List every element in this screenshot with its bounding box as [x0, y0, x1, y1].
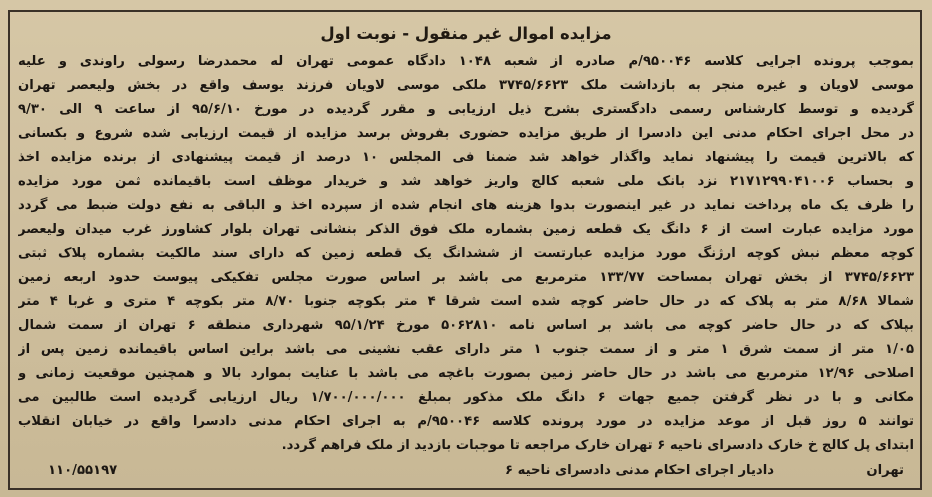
footer-code: ۱۱۰/۵۵۱۹۷	[48, 463, 118, 478]
notice-footer	[18, 458, 914, 484]
notice-line: توانند ۵ روز قبل از موعد مزایده در مورد پرونده کلاسه ۹۵۰۰۴۶/م به اجرای احکام مدنی دادسرا واقع در خیابان انقلاب	[18, 414, 914, 429]
notice-body	[18, 50, 914, 458]
notice-line: گردیده و توسط کارشناس رسمی دادگستری بشرح ذیل ارزیابی و مقرر گردیده در مورخ ۹۵/۶/۱۰ از ساعت ۹ الی ۹/۳۰	[18, 102, 914, 117]
notice-line: اصلاحی ۱۲/۹۶ مترمربع می باشد در حال حاضر زمین بصورت باغچه می باشد با عنایت بموارد بالا و همچنین موقعیت زمانی و	[18, 366, 914, 381]
notice-line: مکانی و با در نظر گرفتن جمیع جهات ۶ دانگ ملک مذکور بمبلغ ۱/۷۰۰/۰۰۰/۰۰۰ ریال ارزیابی گردیده است طالبین می	[18, 390, 914, 405]
notice-line: بپلاک که در حال حاضر کوچه می باشد بر اساس نامه ۵۰۶۲۸۱۰ مورخ ۹۵/۱/۲۴ شهرداری منطقه ۶ تهران از سمت شمال	[18, 318, 914, 333]
notice-line: و بحساب ۲۱۷۱۲۹۹۰۴۱۰۰۶ نزد بانک ملی شعبه کالج واریز خواهد شد و خریدار موظف است باقیمانده ثمن مورد مزایده	[18, 174, 914, 189]
notice-line: را ظرف یک ماه پرداخت نماید در غیر اینصورت بدوا هزینه های انجام شده از سپرده اخذ و الباقی به نفع دولت ضبط می گردد	[18, 198, 914, 213]
notice-line: ۱/۰۵ متر از سمت شرق ۱ متر و از سمت جنوب ۱ متر دارای عقب نشینی می باشد براین اساس باقیمانده زمین پس از	[18, 342, 914, 357]
footer-city: تهران	[866, 463, 904, 478]
notice-line: ۳۷۴۵/۶۶۲۳ از بخش تهران بمساحت ۱۳۳/۷۷ مترمربع می باشد بر اساس صورت مجلس تفکیکی پیوست حدود اربعه زمین	[18, 270, 914, 285]
footer-department: دادیار اجرای احکام مدنی دادسرای ناحیه ۶	[504, 463, 774, 478]
notice-line: ابتدای پل کالج خ خارک دادسرای ناحیه ۶ تهران خارک مراجعه تا موجبات بازدید از ملک فراهم گردد.	[281, 438, 914, 453]
notice-line: مورد مزایده عبارت است از ۶ دانگ یک قطعه زمین بشماره ملک فوق الذکر بنشانی تهران بلوار کشاورز غرب میدان ولیعصر	[18, 222, 914, 237]
notice-title: مزایده اموال غیر منقول - نوبت اول	[320, 24, 612, 43]
notice-line: در محل اجرای احکام مدنی این دادسرا از طریق مزایده حضوری بفروش برسد مزایده از قیمت ارزیابی شده شروع و بکسانی	[18, 126, 914, 141]
notice-line: شمالا ۸/۶۸ متر به پلاک که در حال حاضر کوچه شده است شرقا ۴ متر بکوچه جنوبا ۸/۷۰ متر بکوچه ۴ متری و غربا ۴ متر	[18, 294, 914, 309]
notice-line: که بالاترین قیمت را پیشنهاد نماید واگذار خواهد شد ضمنا فی المجلس ۱۰ درصد از قیمت پیشنهادی از برنده مزایده اخذ	[18, 150, 914, 165]
notice-line: موسی لاویان و غیره منجر به بازداشت ملک ۳۷۴۵/۶۶۲۳ ملکی موسی لاویان فرزند یوسف واقع در بخش ولیعصر تهران	[18, 78, 914, 93]
notice-line: کوچه معظم نبش کوچه ارژنگ مورد مزایده عبارتست از ششدانگ یک قطعه زمین که دارای سند مالکیت بشماره پلاک ثبتی	[18, 246, 914, 261]
notice-line: بموجب پرونده اجرایی کلاسه ۹۵۰۰۴۶/م صادره از شعبه ۱۰۴۸ دادگاه عمومی تهران له محمدرضا رسولی راوندی و علیه	[18, 54, 914, 69]
